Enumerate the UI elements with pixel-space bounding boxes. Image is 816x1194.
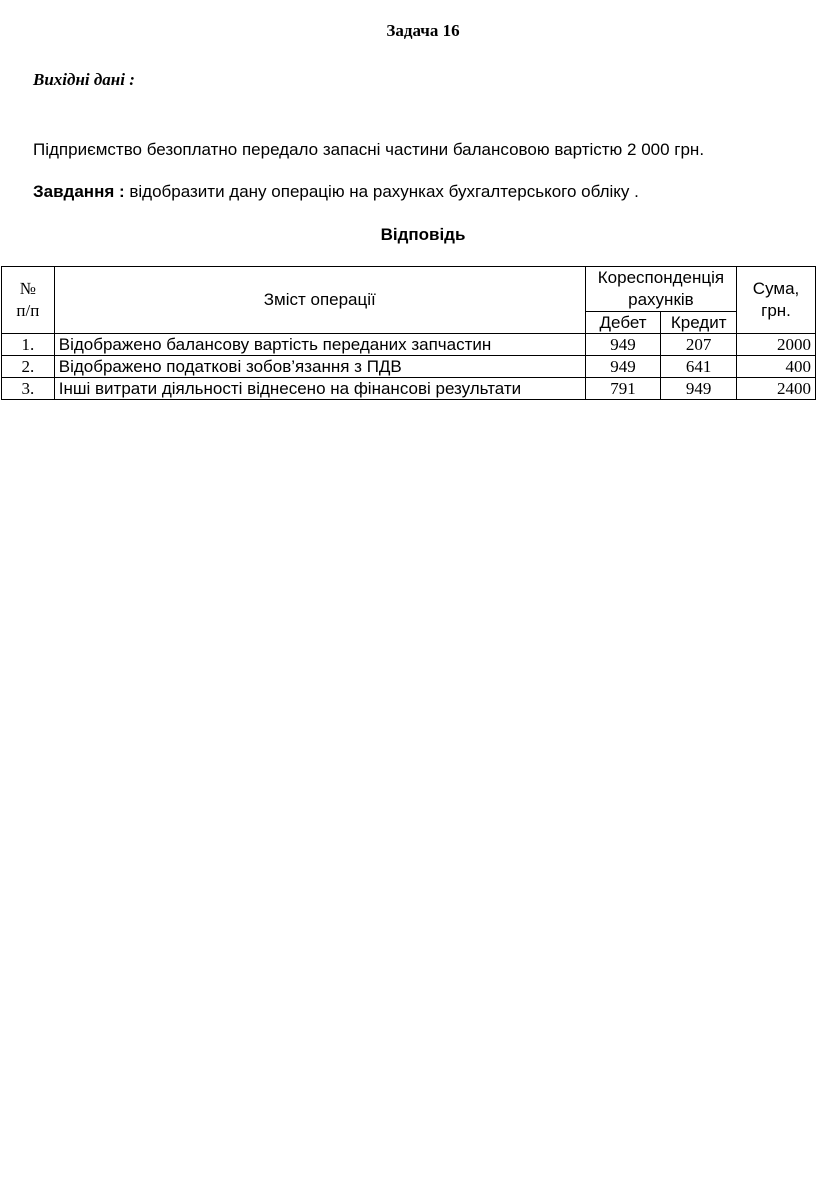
header-credit: Кредит	[661, 312, 737, 334]
header-number	[2, 267, 55, 334]
header-debit: Дебет	[585, 312, 661, 334]
header-sum-line1: Сума,	[752, 279, 800, 298]
header-content: Зміст операції	[54, 267, 585, 334]
answer-heading: Відповідь	[380, 225, 466, 244]
task-label: Завдання :	[33, 182, 125, 201]
row-sum: 400	[737, 356, 816, 378]
table-row	[2, 378, 816, 400]
row-debit: 949	[585, 356, 661, 378]
problem-text: Підприємство безоплатно передало запасні частини балансовою вартістю 2 000 грн.	[33, 140, 705, 159]
header-sum	[737, 267, 816, 334]
row-content: Відображено податкові зобов’язання з ПДВ	[54, 356, 585, 378]
page-title: Задача 16	[386, 21, 460, 40]
header-number-line1: №	[19, 279, 36, 298]
row-credit: 207	[661, 334, 737, 356]
row-number: 3.	[2, 378, 55, 400]
table-row	[2, 334, 816, 356]
header-number-line2: п/п	[16, 301, 40, 320]
row-sum: 2000	[737, 334, 816, 356]
header-sum-line2: грн.	[761, 301, 791, 320]
input-data-label: Вихідні дані :	[33, 70, 135, 89]
task-text: відобразити дану операцію на рахунках бухгалтерського обліку .	[124, 182, 639, 201]
header-correspondence	[585, 267, 736, 312]
header-correspondence-line1: Кореспонденція	[597, 268, 725, 287]
row-sum: 2400	[737, 378, 816, 400]
row-credit: 641	[661, 356, 737, 378]
table-header-row	[2, 267, 816, 312]
header-correspondence-line2: рахунків	[628, 290, 694, 309]
accounting-entries-table	[1, 266, 816, 400]
row-debit: 791	[585, 378, 661, 400]
table-row	[2, 356, 816, 378]
row-number: 2.	[2, 356, 55, 378]
row-credit: 949	[661, 378, 737, 400]
row-content: Інші витрати діяльності віднесено на фінансові результати	[54, 378, 585, 400]
task-line	[33, 182, 639, 202]
row-number: 1.	[2, 334, 55, 356]
row-content: Відображено балансову вартість переданих запчастин	[54, 334, 585, 356]
row-debit: 949	[585, 334, 661, 356]
